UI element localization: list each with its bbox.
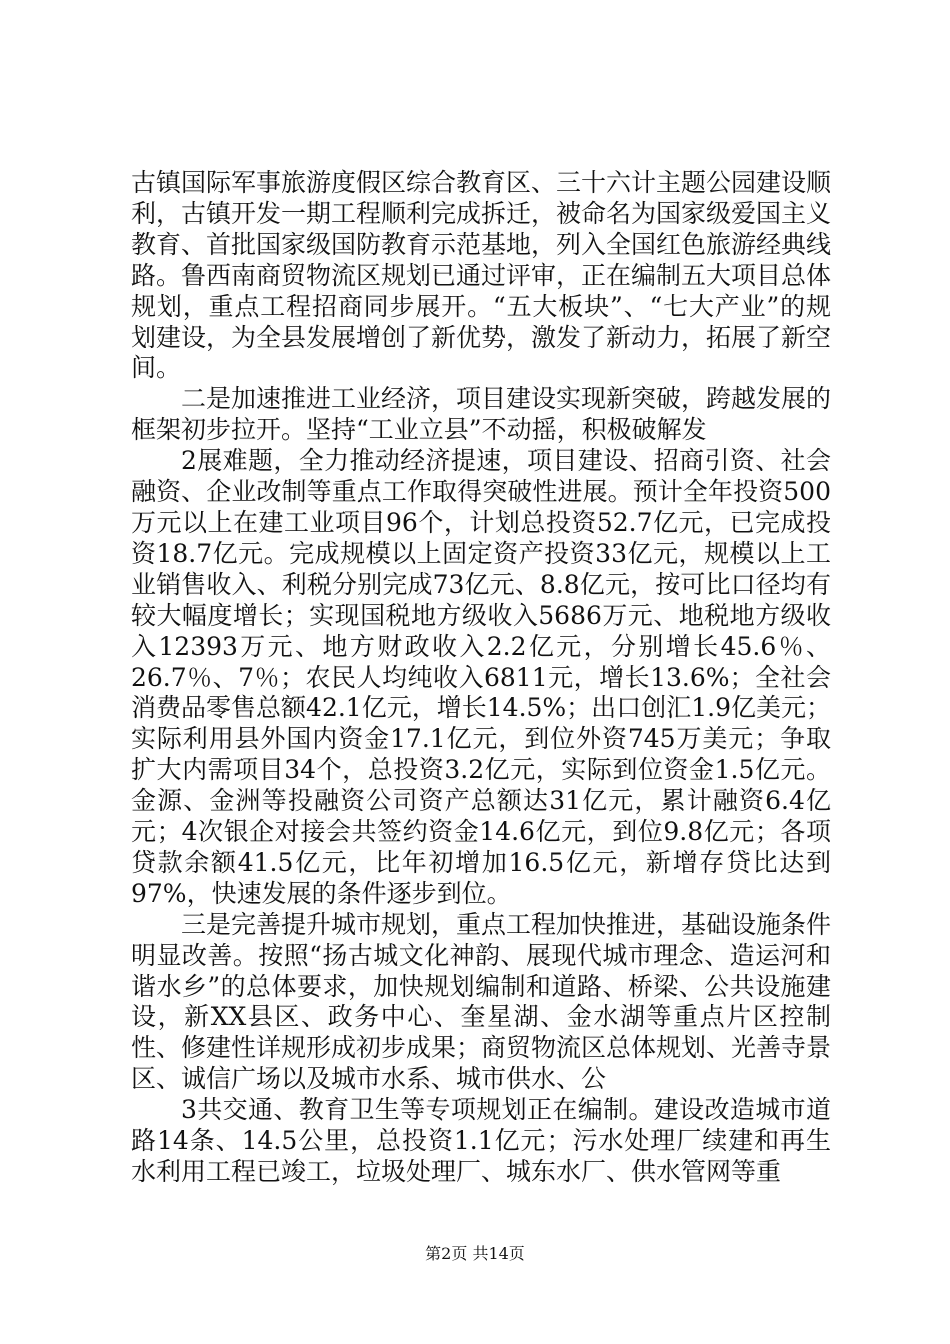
document-body <box>131 168 831 1188</box>
paragraph-4: 三是完善提升城市规划，重点工程加快推进，基础设施条件明显改善。按照“扬古城文化神韵、展现代城市理念、造运河和谐水乡”的总体要求，加快规划编制和道路、桥梁、公共设施建设，新XX县区、政务中心、奎星湖、金水湖等重点片区控制性、修建性详规形成初步成果；商贸物流区总体规划、光善寺景区、诚信广场以及城市水系、城市供水、公 <box>131 909 832 1094</box>
paragraph-3: 2展难题，全力推动经济提速，项目建设、招商引资、社会融资、企业改制等重点工作取得突破性进展。预计全年投资500万元以上在建工业项目96个，计划总投资52.7亿元，已完成投资18.7亿元。完成规模以上固定资产投资33亿元，规模以上工业销售收入、利税分别完成73亿元、8.8亿元，按可比口径均有较大幅度增长；实现国税地方级收入5686万元、地税地方级收入12393万元、地方财政收入2.2亿元，分别增长45.6％、26.7％、7％；农民人均纯收入6811元，增长13.6%；全社会消费品零售总额42.1亿元，增长14.5%；出口创汇1.9亿美元；实际利用县外国内资金17.1亿元，到位外资745万美元；争取扩大内需项目34个，总投资3.2亿元，实际到位资金1.5亿元。金源、金洲等投融资公司资产总额达31亿元，累计融资6.4亿元；4次银企对接会共签约资金14.6亿元，到位9.8亿元；各项贷款余额41.5亿元，比年初增加16.5亿元，新增存贷比达到97%，快速发展的条件逐步到位。 <box>131 446 831 908</box>
page-footer: 第2页 共14页 <box>425 1244 525 1263</box>
paragraph-1: 古镇国际军事旅游度假区综合教育区、三十六计主题公园建设顺利，古镇开发一期工程顺利完成拆迁，被命名为国家级爱国主义教育、首批国家级国防教育示范基地，列入全国红色旅游经典线路。鲁西南商贸物流区规划已通过评审，正在编制五大项目总体规划，重点工程招商同步展开。“五大板块”、“七大产业”的规划建设，为全县发展增创了新优势，激发了新动力，拓展了新空间。 <box>131 168 832 383</box>
paragraph-2: 二是加速推进工业经济，项目建设实现新突破，跨越发展的框架初步拉开。坚持“工业立县”不动摇，积极破解发 <box>131 384 832 445</box>
paragraph-5: 3共交通、教育卫生等专项规划正在编制。建设改造城市道路14条、14.5公里，总投资1.1亿元；污水处理厂续建和再生水利用工程已竣工，垃圾处理厂、城东水厂、供水管网等重 <box>131 1095 831 1186</box>
